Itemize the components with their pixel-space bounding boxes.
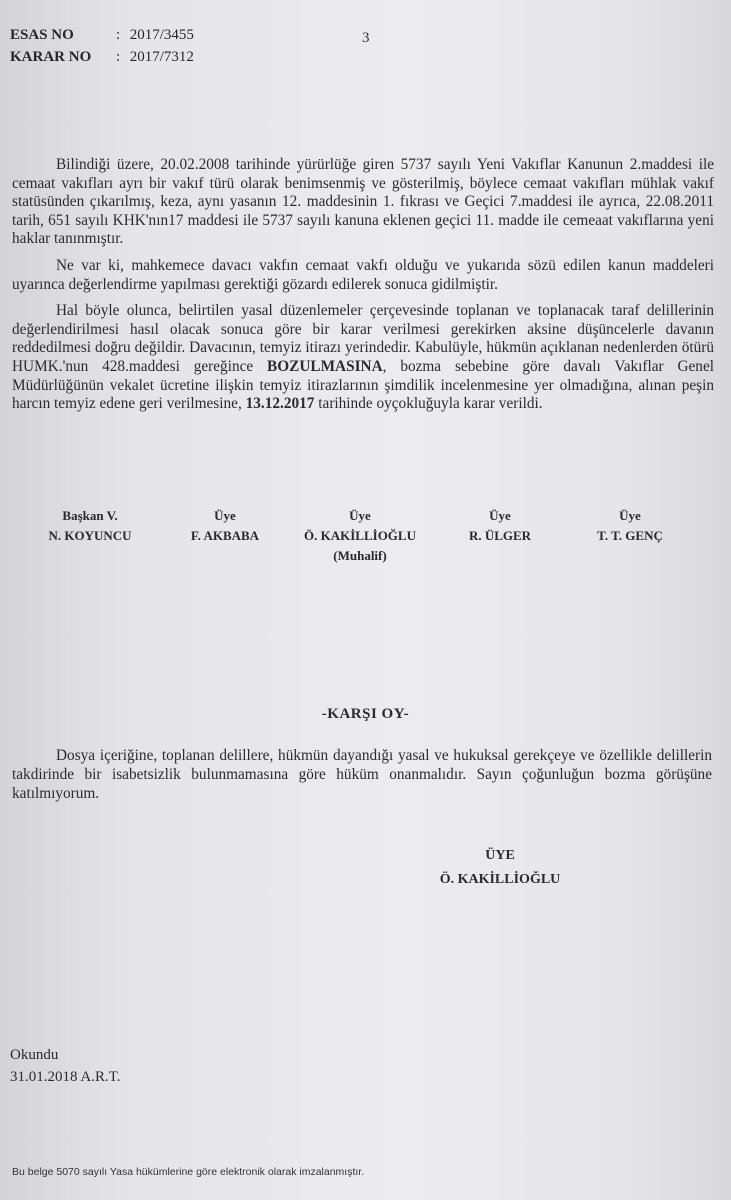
paragraph-3 xyxy=(12,302,714,414)
okundu-label: Okundu xyxy=(10,1047,59,1063)
karar-row xyxy=(10,46,194,68)
signature-genc xyxy=(575,506,685,546)
signature-title: Üye xyxy=(489,508,511,523)
dissent-body xyxy=(12,746,712,803)
signature-title: Başkan V. xyxy=(62,508,118,523)
signature-akbaba xyxy=(165,506,285,546)
dissent-paragraph: Dosya içeriğine, toplanan delillere, hükmün dayandığı yasal ve hukuksal gerekçeye ve özellikle delillerin takdirinde bir isabetsizlik bulunmamasına göre hüküm onanmalıdır. Sayın çoğunluğun bozma görüşüne katılmıyorum. xyxy=(12,747,712,802)
paragraph-3-part-2: , bozma sebebine göre davalı Vakıflar Genel Müdürlüğünün vekalet ücretine ilişkin temyiz itirazlarının şimdilik incelenmesine yer olmadığına, alınan peşin harcın temyiz edene geri verilmesine, xyxy=(12,357,714,413)
esas-separator: : xyxy=(116,27,121,43)
case-info xyxy=(10,24,194,68)
esas-label: ESAS NO xyxy=(10,27,74,43)
signature-title: Üye xyxy=(214,508,236,523)
page-number: 3 xyxy=(362,30,370,46)
dissent-signer-title: ÜYE xyxy=(485,848,515,863)
signature-name: Ö. KAKİLLİOĞLU xyxy=(304,528,416,543)
signature-note: (Muhalif) xyxy=(333,548,387,563)
paragraph-2: Ne var ki, mahkemece davacı vakfın cemaat vakfı olduğu ve yukarıda sözü edilen kanun maddeleri uyarınca değerlendirme yapılması gerektiği gözardı edilerek sonuca gidilmiştir. xyxy=(12,256,714,293)
esas-value: 2017/3455 xyxy=(129,27,194,43)
paragraph-1: Bilindiği üzere, 20.02.2008 tarihinde yürürlüğe giren 5737 sayılı Yeni Vakıflar Kanunun 2.maddesi ile cemaat vakıfları ayrı bir vakıf türü olarak benimsenmiş ve gösterilmiş, böylece cemaat vakıfları mühlak vakıf statüsünden çıkarılmış, keza, aynı yasanın 12. maddesinin 1. fıkrası ve Geçici 7.maddesi ile ayrıca, 22.08.2011 tarih, 651 sayılı KHK'nın17 maddesi ile 5737 sayılı kanuna eklenen geçici 11. madde ile cemeaat vakıflarına yeni haklar tanınmıştır. xyxy=(12,156,714,248)
signature-title: Üye xyxy=(349,508,371,523)
signature-name: N. KOYUNCU xyxy=(48,528,132,543)
signature-title: Üye xyxy=(619,508,641,523)
signature-baskan xyxy=(30,506,150,546)
karar-value: 2017/7312 xyxy=(129,49,194,65)
dissent-signer-name: Ö. KAKİLLİOĞLU xyxy=(439,872,561,887)
decision-date: 13.12.2017 xyxy=(245,395,315,413)
karar-label: KARAR NO xyxy=(10,49,92,65)
okundu-value: 31.01.2018 A.R.T. xyxy=(10,1069,121,1085)
paragraph-3-part-1: Hal böyle olunca, belirtilen yasal düzenlemeler çerçevesinde toplanan ve toplanacak taraf delillerinin değerlendirilmesi hasıl olacak sonuca göre bir karar verilmesi gerekirken aksine düşüncelerle davanın reddedilmesi doğru değildir. Davacının, temyiz itirazı yerindedir. Kabulüyle, hükmün açıklanan nedenlerden ötürü HUMK.'nun 428.maddesi gereğince xyxy=(12,302,714,375)
decision-body xyxy=(12,156,714,422)
signature-name: R. ÜLGER xyxy=(468,528,532,543)
dissent-signature xyxy=(400,844,600,892)
karar-separator: : xyxy=(116,49,121,65)
esas-row xyxy=(10,24,194,46)
signature-name: F. AKBABA xyxy=(190,528,260,543)
dissent-title: -KARŞI OY- xyxy=(321,706,410,722)
footer-note: Bu belge 5070 sayılı Yasa hükümlerine göre elektronik olarak imzalanmıştır. xyxy=(12,1166,365,1178)
bozulmasina-text: BOZULMASINA xyxy=(267,357,383,375)
okundu-block xyxy=(10,1044,121,1088)
paragraph-3-part-3: tarihinde oyçokluğuyla karar verildi. xyxy=(314,395,543,413)
signature-name: T. T. GENÇ xyxy=(597,528,663,543)
signature-kakillioglu xyxy=(285,506,435,566)
signature-ulger xyxy=(445,506,555,546)
